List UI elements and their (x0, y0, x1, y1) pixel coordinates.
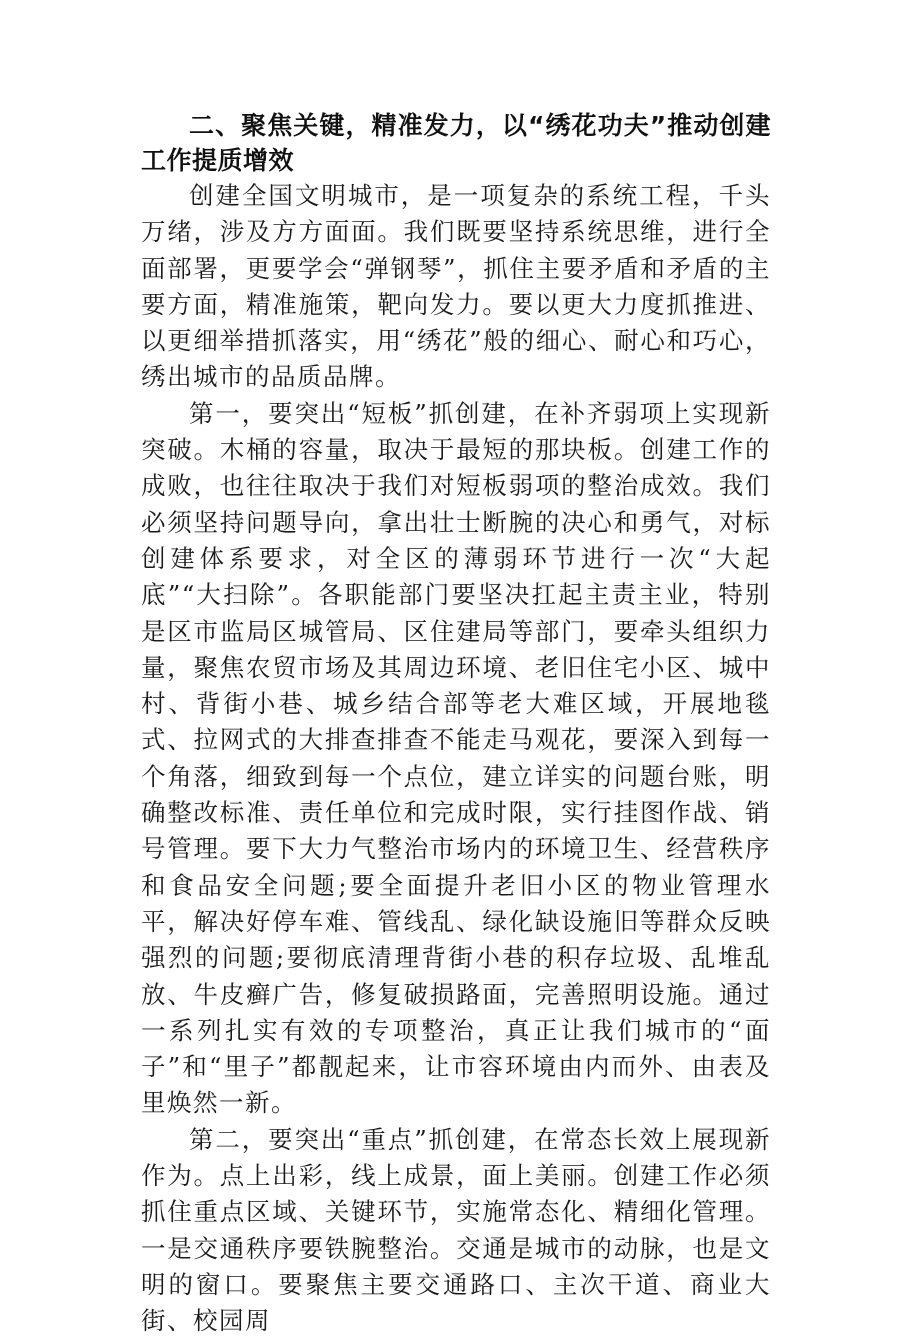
paragraph-intro: 创建全国文明城市，是一项复杂的系统工程，千头万绪，涉及方方面面。我们既要坚持系统思维，进行全面部署，更要学会“弹钢琴”，抓住主要矛盾和矛盾的主要方面，精准施策，靶向发力。要以更大力度抓推进、以更细举措抓落实，用“绣花”般的细心、耐心和巧心，绣出城市的品质品牌。 (141, 181, 771, 392)
section-heading: 二、聚焦关键，精准发力，以“绣花功夫”推动创建工作提质增效 (141, 111, 771, 175)
paragraph-second-point: 第二，要突出“重点”抓创建，在常态长效上展现新作为。点上出彩，线上成景，面上美丽。创建工作必须抓住重点区域、关键环节，实施常态化、精细化管理。一是交通秩序要铁腕整治。交通是城市的动脉，也是文明的窗口。要聚焦主要交通路口、主次干道、商业大街、校园周 (141, 1124, 771, 1336)
document-body (141, 108, 771, 1340)
paragraph-first-point: 第一，要突出“短板”抓创建，在补齐弱项上实现新突破。木桶的容量，取决于最短的那块板。创建工作的成败，也往往取决于我们对短板弱项的整治成效。我们必须坚持问题导向，拿出壮士断腕的决心和勇气，对标创建体系要求，对全区的薄弱环节进行一次“大起底”“大扫除”。各职能部门要坚决扛起主责主业，特别是区市监局区城管局、区住建局等部门，要牵头组织力量，聚焦农贸市场及其周边环境、老旧住宅小区、城中村、背街小巷、城乡结合部等老大难区域，开展地毯式、拉网式的大排查排查不能走马观花，要深入到每一个角落，细致到每一个点位，建立详实的问题台账，明确整改标准、责任单位和完成时限，实行挂图作战、销号管理。要下大力气整治市场内的环境卫生、经营秩序和食品安全问题;要全面提升老旧小区的物业管理水平，解决好停车难、管线乱、绿化缺设施旧等群众反映强烈的问题;要彻底清理背街小巷的积存垃圾、乱堆乱放、牛皮癣广告，修复破损路面，完善照明设施。通过一系列扎实有效的专项整治，真正让我们城市的“面子”和“里子”都靓起来，让市容环境由内而外、由表及里焕然一新。 (141, 398, 771, 1118)
